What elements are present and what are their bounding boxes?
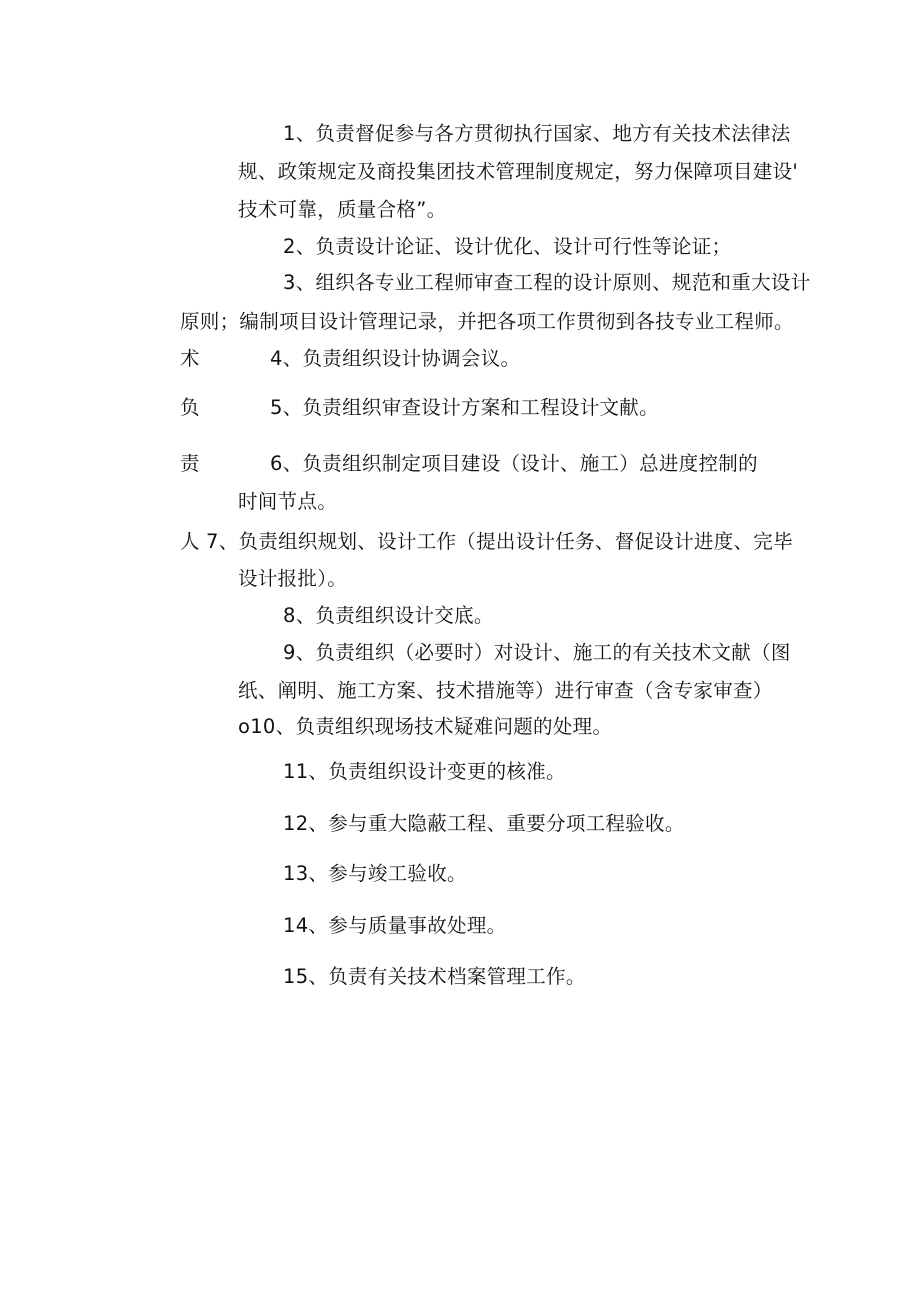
- item-11-line-1: 11、负责组织设计变更的核准。: [283, 760, 566, 783]
- item-7-line-1: 7、负责组织规划、设计工作（提出设计任务、督促设计进度、完毕: [206, 530, 793, 553]
- side-char-fu: 负: [180, 396, 200, 419]
- item-8-line-1: 8、负责组织设计交底。: [283, 604, 494, 627]
- item-7-line-2: 设计报批）。: [238, 567, 348, 590]
- item-14-line-1: 14、参与质量事故处理。: [283, 914, 507, 937]
- item-6-line-2: 时间节点。: [238, 490, 338, 513]
- item-12-line-1: 12、参与重大隐蔽工程、重要分项工程验收。: [283, 812, 685, 835]
- side-char-shu: 术: [180, 347, 200, 370]
- item-1-line-2: 规、政策规定及商投集团技术管理制度规定，努力保障项目建设': [238, 160, 799, 183]
- item-9-line-2: 纸、阐明、施工方案、技术措施等）进行审查（含专家审查）: [238, 679, 773, 702]
- item-10-line-1: o10、负责组织现场技术疑难问题的处理。: [238, 715, 613, 738]
- item-1-line-1: 1、负责督促参与各方贯彻执行国家、地方有关技术法律法: [283, 122, 791, 145]
- item-5-line-1: 5、负责组织审查设计方案和工程设计文献。: [270, 396, 659, 419]
- side-char-ren: 人: [180, 530, 200, 553]
- item-1-line-3: 技术可靠，质量合格”。: [238, 198, 447, 221]
- side-char-ze: 责: [180, 452, 200, 475]
- item-4-line-1: 4、负责组织设计协调会议。: [270, 347, 521, 370]
- item-9-line-1: 9、负责组织（必要时）对设计、施工的有关技术文献（图: [283, 641, 791, 664]
- item-15-line-1: 15、负责有关技术档案管理工作。: [283, 965, 586, 988]
- item-3-line-1: 3、组织各专业工程师审查工程的设计原则、规范和重大设计: [283, 271, 811, 294]
- item-6-line-1: 6、负责组织制定项目建设（设计、施工）总进度控制的: [270, 452, 758, 475]
- item-2-line-1: 2、负责设计论证、设计优化、设计可行性等论证；: [283, 235, 732, 258]
- item-13-line-1: 13、参与竣工验收。: [283, 862, 467, 885]
- item-3-line-2: 原则；编制项目设计管理记录，并把各项工作贯彻到各技专业工程师。: [180, 310, 794, 333]
